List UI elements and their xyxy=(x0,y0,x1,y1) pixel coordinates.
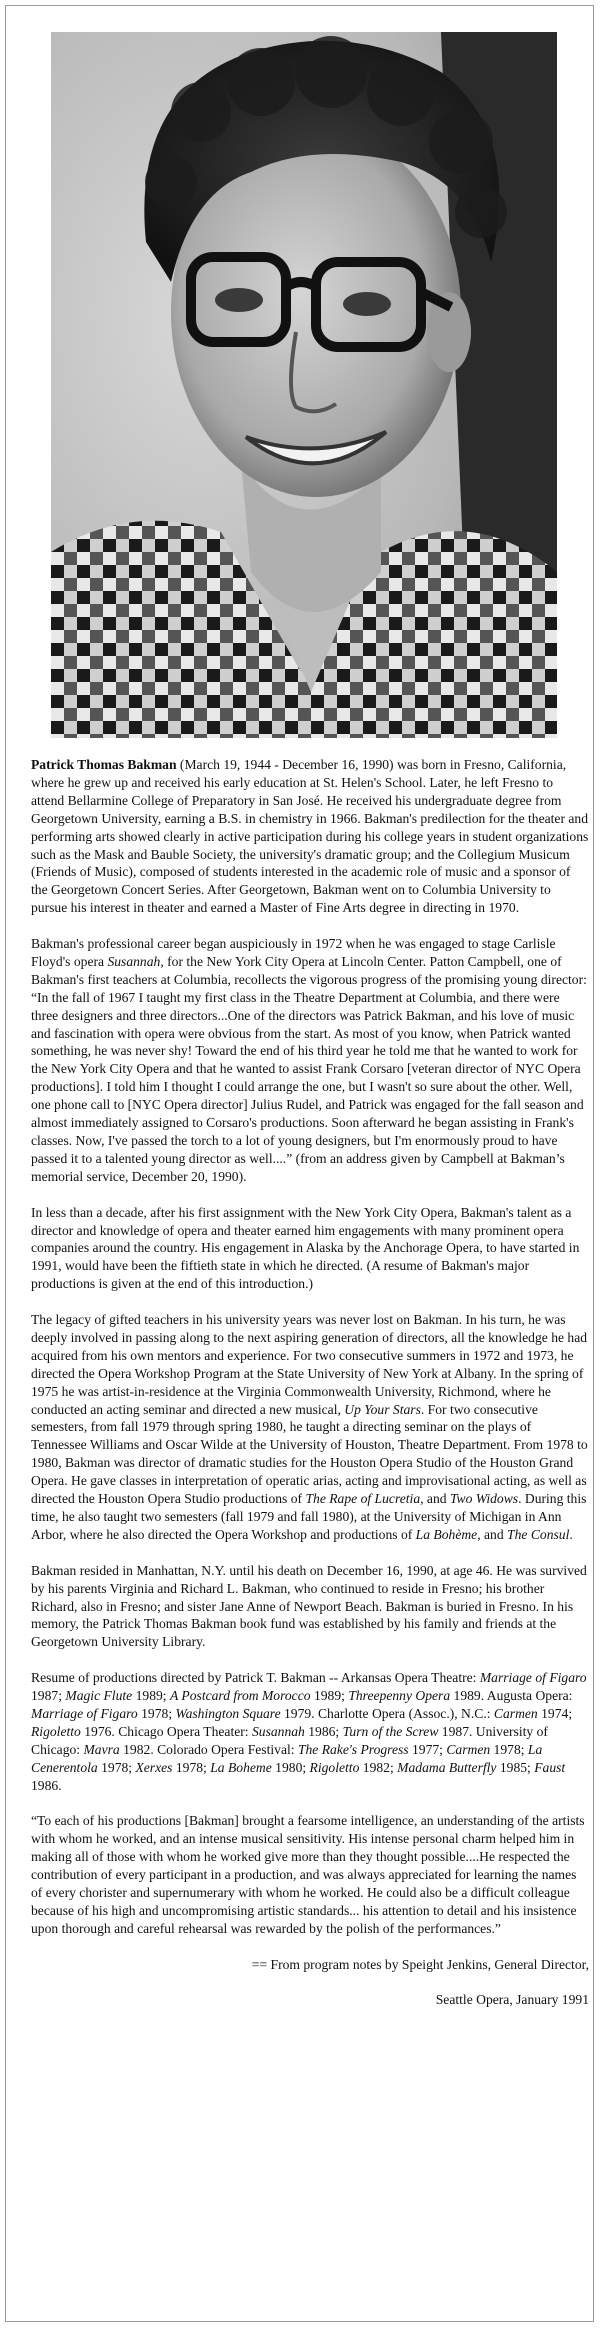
work-title: La Bohème xyxy=(415,1526,478,1542)
text-run: 1979. Charlotte Opera (Assoc.), N.C.: xyxy=(280,1705,494,1721)
work-title: Madama Butterfly xyxy=(397,1759,497,1775)
work-title: Mavra xyxy=(83,1741,120,1757)
paragraph-2 xyxy=(31,935,589,1186)
text-run: 1977; xyxy=(408,1741,447,1757)
article-body xyxy=(31,756,589,2027)
paragraph-3 xyxy=(31,1204,589,1294)
text-run: 1978; xyxy=(172,1759,211,1775)
text-run: . During this time, he also taught two semesters (fall 1979 and fall 1980), at the University of Michigan in Ann Arbor, where he also directed the Opera Workshop and productions of xyxy=(31,1491,587,1542)
work-title: Up Your Stars xyxy=(344,1401,421,1417)
text-run: The legacy of gifted teachers in his university years was never lost on Bakman. In his turn, he was deeply involved in passing along to the next aspiring generation of directors, all the knowledge he had acquired from his own mentors and experience. For two consecutive summers in 1972 and 1973, he directed the Opera Workshop Program at the State University of New York at Albany. In the spring of 1975 he was artist-in-residence at the Virginia Commonwealth University, Richmond, where he conducted an acting seminar and directed a new musical, xyxy=(31,1312,588,1417)
work-title: The Rake's Progress xyxy=(297,1741,409,1757)
text-run: 1978; xyxy=(97,1759,136,1775)
text-run: 1989; xyxy=(310,1688,349,1704)
work-title: Xerxes xyxy=(135,1759,173,1775)
work-title: La Boheme xyxy=(210,1759,272,1775)
work-title: Two Widows xyxy=(449,1491,519,1507)
paragraph-5 xyxy=(31,1562,589,1652)
text-run: 1978; xyxy=(137,1705,176,1721)
paragraph-6 xyxy=(31,1669,589,1794)
text-run: 1989. Augusta Opera: xyxy=(450,1688,573,1704)
text-run: (March 19, 1944 - December 16, 1990) was born in Fresno, California, where he grew up and received his early education at St. Helen's School. Later, he left Fresno to attend Bellarmine College of Preparatory in San José. He received his undergraduate degree from Georgetown University, earning a B.S. in chemistry in 1966. Bakman's predilection for the theater and performing arts showed clearly in active participation during his college years in student organizations such as the Mask and Bauble Society, the university's dramatic group; and the Collegium Musicum (Friends of Music), composed of students interested in the academic role of music and a sponsor of the Georgetown Concert Series. After Georgetown, Bakman went on to Columbia University to pursue his interest in theater and earned a Master of Fine Arts degree in directing in 1970. xyxy=(31,757,589,916)
text-run: Bakman resided in Manhattan, N.Y. until his death on December 16, 1990, at age 46. He was survived by his parents Virginia and Richard L. Bakman, who continued to reside in Fresno; his brother Richard, also in Fresno; and sister Jane Anne of Newport Beach. Bakman is buried in Fresno. In his memory, the Patrick Thomas Bakman book fund was established by his family and friends at the Georgetown University Library. xyxy=(31,1562,587,1650)
work-title: Rigoletto xyxy=(31,1723,81,1739)
work-title: Washington Square xyxy=(175,1705,281,1721)
work-title: A Postcard from Morocco xyxy=(169,1688,311,1704)
paragraph-1 xyxy=(31,756,589,917)
text-run: 1980; xyxy=(271,1759,310,1775)
text-run: 1987; xyxy=(31,1688,66,1704)
text-run: 1982; xyxy=(359,1759,398,1775)
text-run: . xyxy=(569,1526,573,1542)
work-title: The Consul xyxy=(507,1526,570,1542)
text-run: 1989; xyxy=(132,1688,170,1704)
work-title: The Rape of Lucretia xyxy=(305,1491,421,1507)
work-title: Faust xyxy=(534,1759,566,1775)
text-run: , and xyxy=(477,1526,508,1542)
attribution-line1: == From program notes by Speight Jenkins, General Director, xyxy=(251,1956,589,1972)
text-run: 1987. University of Chicago: xyxy=(31,1723,548,1757)
portrait-image xyxy=(51,32,557,738)
text-run: 1976. Chicago Opera Theater: xyxy=(80,1723,252,1739)
text-run: Bakman's professional career began auspiciously in 1972 when he was engaged to stage Carlisle Floyd's opera xyxy=(31,936,556,969)
work-title: Carmen xyxy=(446,1741,491,1757)
paragraph-4 xyxy=(31,1311,589,1544)
attribution-line2: Seattle Opera, January 1991 xyxy=(435,1992,589,2008)
text-run: In less than a decade, after his first assignment with the New York City Opera, Bakman's talent as a director and knowledge of opera and theater earned him engagements with many prominent opera companies around the country. His engagement in Alaska by the Anchorage Opera, to have started in 1991, would have been the fiftieth state in which he directed. (A resume of Bakman's major productions is given at the end of this introduction.) xyxy=(31,1204,580,1292)
text-run: 1986; xyxy=(304,1723,343,1739)
text-run: 1974; xyxy=(537,1705,573,1721)
paragraph-7 xyxy=(31,1812,589,1937)
portrait-photo xyxy=(51,32,557,738)
work-title: Susannah xyxy=(251,1723,305,1739)
page-frame xyxy=(5,5,594,2322)
work-title: Threepenny Opera xyxy=(348,1688,451,1704)
text-run: , and xyxy=(420,1491,450,1507)
work-title: Rigoletto xyxy=(309,1759,360,1775)
subject-name: Patrick Thomas Bakman xyxy=(31,757,177,772)
text-run: “To each of his productions [Bakman] brought a fearsome intelligence, an understanding of the artists with whom he worked, and an intense musical sensitivity. His intense personal charm helped him in making all of those with whom he worked give more than they thought possible....He respected the contribution of every participant in a production, and was always appreciated for learning the names of every chorister and supernumerary with whom he worked. He could also be a difficult colleague because of his high and uncompromising artistic standards... his attention to detail and his insistence upon thorough and careful rehearsal was rewarded by the polish of the performances.” xyxy=(31,1813,585,1936)
text-run: , for the New York City Opera at Lincoln Center. Patton Campbell, one of Bakman's first teachers at Columbia, recollects the vigorous progress of the promising young director: “In the fall of 1967 I taught my first class in the Theatre Department at Columbia, and there were three designers and three directors...One of the directors was Patrick Bakman, and his love of music and fascination with opera were obvious from the start. As most of you know, when Patrick wanted something, he was never shy! Toward the end of his third year he told me that he wanted to work for the New York City Opera and that he wanted to assist Frank Corsaro [veteran director of NYC Opera productions]. I told him I thought I could arrange the one, but I wasn't so sure about the other. Well, one phone call to [NYC Opera director] Julius Rudel, and Patrick was engaged for the fall season and almost immediately assigned to Corsaro's productions. Soon afterward he began assisting in Frank's classes. Now, I've passed the torch to a lot of young designers, but I'm enormously proud to have passed it to a talented young director as well....” (from an address given by Campbell at Bakman’s memorial service, December 20, 1990). xyxy=(31,953,587,1184)
text-run: 1982. Colorado Opera Festival: xyxy=(119,1741,298,1757)
work-title: Marriage of Figaro xyxy=(479,1670,587,1686)
text-run: . For two consecutive semesters, from fall 1979 through spring 1980, he taught a directing seminar on the plays of Tennessee Williams and Oscar Wilde at the University of Houston, Theatre Department. From 1978 to 1980, Bakman was director of dramatic studies for the Houston Opera Studio of the Houston Grand Opera. He gave classes in interpretation of operatic arias, acting and improvisational acting, as well as directed the Houston Opera Studio productions of xyxy=(31,1401,588,1507)
work-title: Carmen xyxy=(493,1705,538,1721)
text-run: 1985; xyxy=(496,1759,535,1775)
work-title: Turn of the Screw xyxy=(342,1723,439,1739)
work-title: La Cenerentola xyxy=(31,1741,543,1775)
text-run: Resume of productions directed by Patrick T. Bakman -- Arkansas Opera Theatre: xyxy=(31,1670,480,1686)
text-run: 1986. xyxy=(31,1777,62,1793)
work-title: Susannah xyxy=(107,953,161,969)
work-title: Marriage of Figaro xyxy=(31,1705,138,1721)
text-run: 1978; xyxy=(490,1741,528,1757)
work-title: Magic Flute xyxy=(65,1688,133,1704)
